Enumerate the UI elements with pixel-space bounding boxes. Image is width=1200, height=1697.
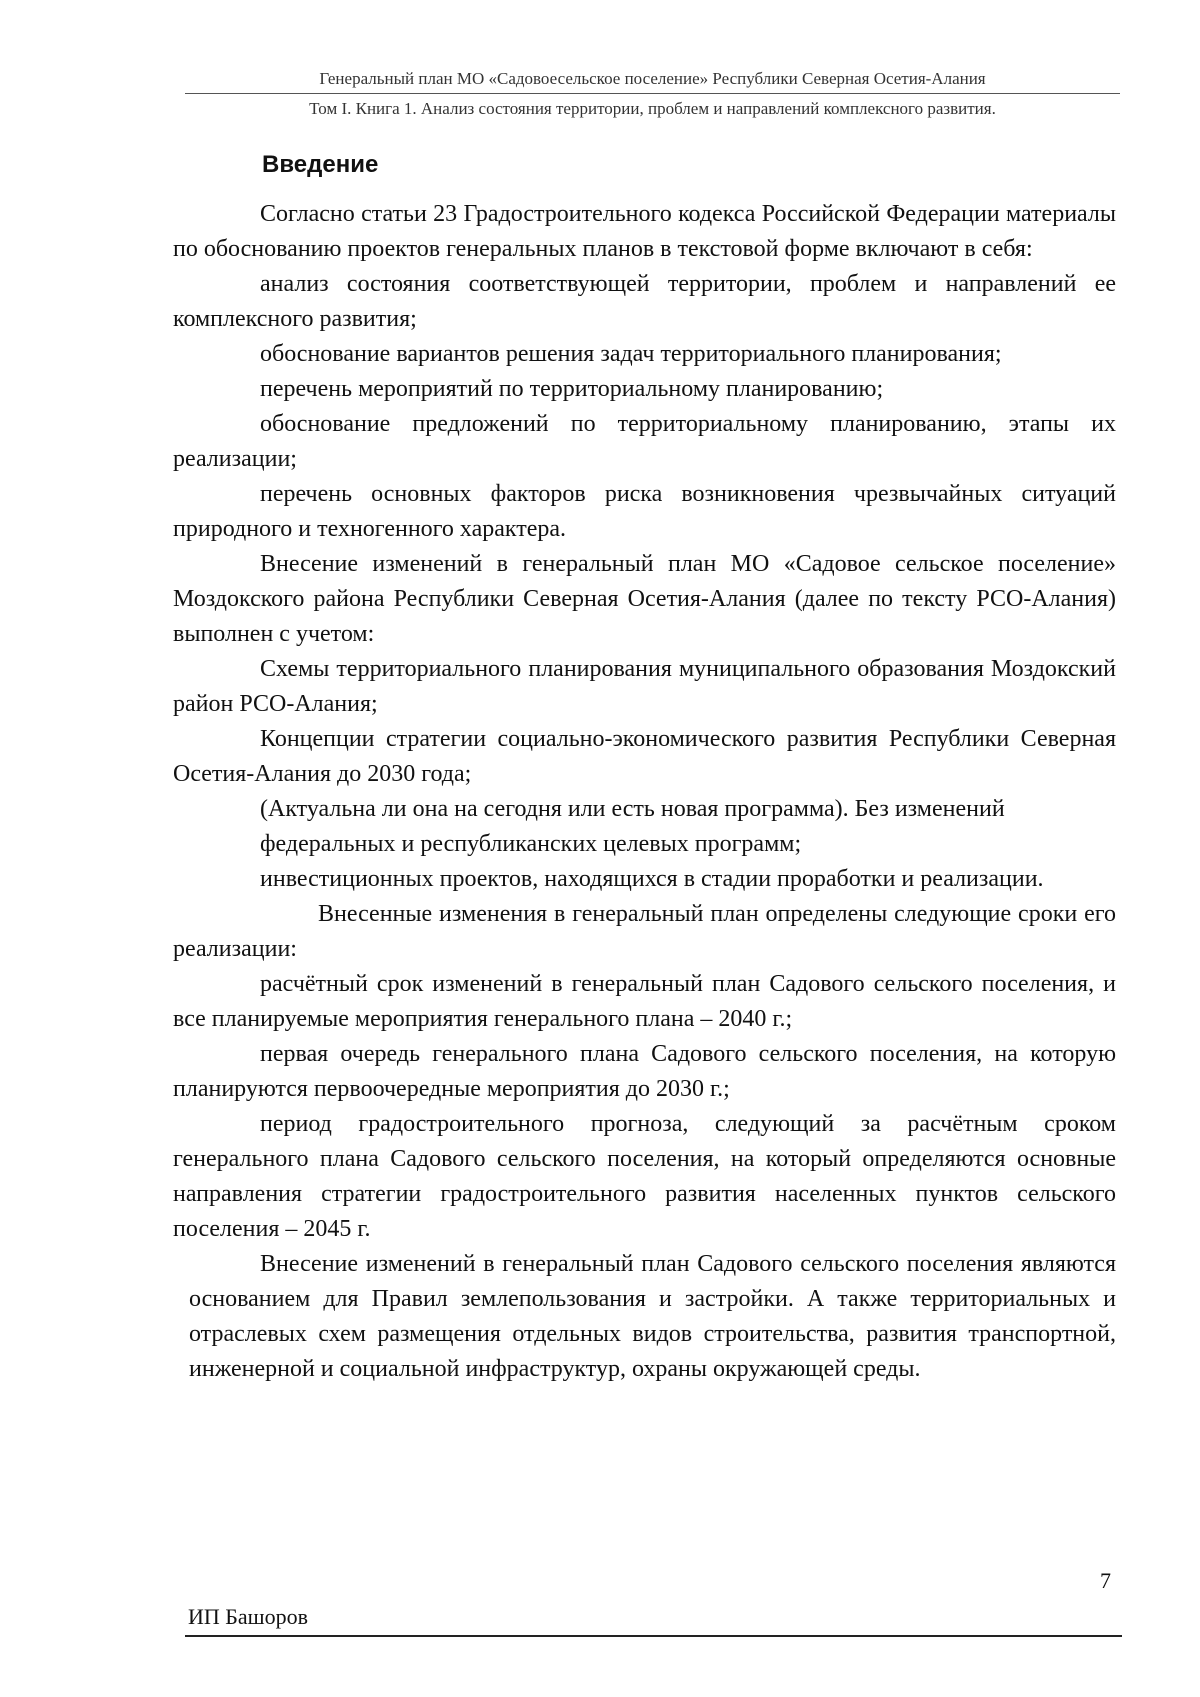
paragraph: обоснование предложений по территориальному планированию, этапы их реализации; xyxy=(173,411,1116,472)
running-header-subtitle: Том I. Книга 1. Анализ состояния территории, проблем и направлений комплексного развития. xyxy=(309,99,996,118)
paragraph: первая очередь генерального плана Садового сельского поселения, на которую планируются первоочередные мероприятия до 2030 г.; xyxy=(173,1041,1116,1102)
paragraph: федеральных и республиканских целевых программ; xyxy=(260,831,802,857)
paragraph: Внесение изменений в генеральный план Садового сельского поселения являются основанием для Правил землепользования и застройки. А также территориальных и отраслевых схем размещения отдельных видов строительства, развития транспортной, инженерной и социальной инфраструктур, охраны окружающей среды. xyxy=(189,1251,1116,1382)
footer-author: ИП Башоров xyxy=(188,1604,309,1629)
paragraph: Внесение изменений в генеральный план МО «Садовое сельское поселение» Моздокского района Республики Северная Осетия-Алания (далее по тексту РСО-Алания) выполнен с учетом: xyxy=(173,551,1116,647)
paragraph: расчётный срок изменений в генеральный план Садового сельского поселения, и все планируемые мероприятия генерального плана – 2040 г.; xyxy=(173,971,1116,1032)
paragraph: период градостроительного прогноза, следующий за расчётным сроком генерального плана Садового сельского поселения, на который определяются основные направления стратегии градостроительного развития населенных пунктов сельского поселения – 2045 г. xyxy=(173,1111,1116,1242)
header-divider xyxy=(185,93,1120,94)
paragraph: (Актуальна ли она на сегодня или есть новая программа). Без изменений xyxy=(260,796,1005,822)
paragraph: Согласно статьи 23 Градостроительного кодекса Российской Федерации материалы по обоснованию проектов генеральных планов в текстовой форме включают в себя: xyxy=(173,201,1116,262)
footer-divider xyxy=(185,1635,1122,1637)
paragraph: перечень мероприятий по территориальному планированию; xyxy=(260,376,884,402)
section-title: Введение xyxy=(262,151,379,178)
paragraph: анализ состояния соответствующей территории, проблем и направлений ее комплексного развития; xyxy=(173,271,1116,332)
paragraph: обоснование вариантов решения задач территориального планирования; xyxy=(260,341,1002,367)
paragraph: Схемы территориального планирования муниципального образования Моздокский район РСО-Алания; xyxy=(173,656,1116,717)
running-header-title: Генеральный план МО «Садовоесельское поселение» Республики Северная Осетия-Алания xyxy=(319,69,986,88)
paragraph: Внесенные изменения в генеральный план определены следующие сроки его реализации: xyxy=(173,901,1116,962)
paragraph: перечень основных факторов риска возникновения чрезвычайных ситуаций природного и техногенного характера. xyxy=(173,481,1116,542)
page-number: 7 xyxy=(1100,1568,1111,1593)
body-text xyxy=(173,197,1116,1387)
paragraph: Концепции стратегии социально-экономического развития Республики Северная Осетия-Алания до 2030 года; xyxy=(173,726,1116,787)
paragraph: инвестиционных проектов, находящихся в стадии проработки и реализации. xyxy=(260,866,1044,892)
